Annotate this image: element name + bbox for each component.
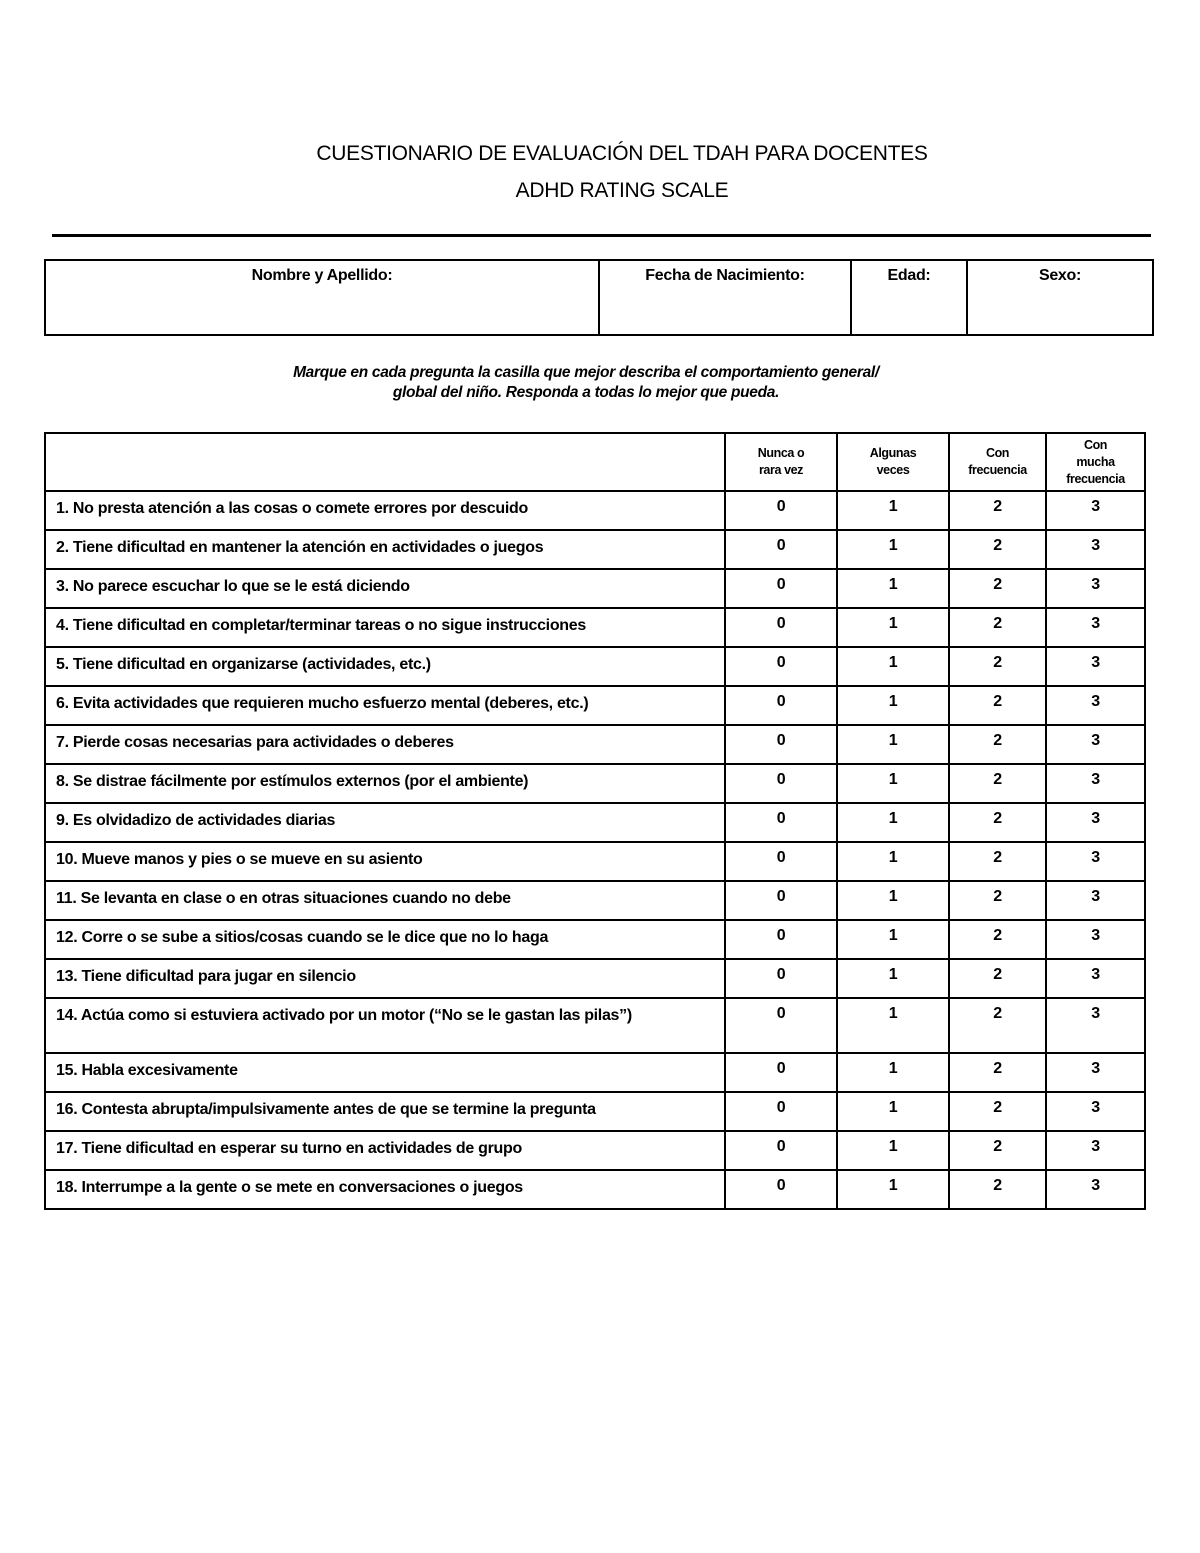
rating-option-3[interactable]: 3 — [1046, 920, 1145, 959]
rating-option-0[interactable]: 0 — [725, 1092, 837, 1131]
rating-option-3[interactable]: 3 — [1046, 1170, 1145, 1209]
rating-option-2[interactable]: 2 — [949, 491, 1046, 530]
table-row — [45, 881, 1145, 920]
rating-option-1[interactable]: 1 — [837, 647, 949, 686]
instructions-line-2: global del niño. Responda a todas lo mejor que pueda. — [392, 384, 780, 401]
rating-option-3[interactable]: 3 — [1046, 569, 1145, 608]
item-label: 5. Tiene dificultad en organizarse (actividades, etc.) — [56, 656, 431, 673]
rating-option-2[interactable]: 2 — [949, 530, 1046, 569]
item-label: 2. Tiene dificultad en mantener la atención en actividades o juegos — [56, 539, 544, 556]
rating-option-3[interactable]: 3 — [1046, 959, 1145, 998]
rating-option-0[interactable]: 0 — [725, 998, 837, 1053]
item-label: 3. No parece escuchar lo que se le está diciendo — [56, 578, 410, 595]
item-label: 9. Es olvidadizo de actividades diarias — [56, 812, 336, 829]
rating-option-3[interactable]: 3 — [1046, 725, 1145, 764]
rating-option-0[interactable]: 0 — [725, 1170, 837, 1209]
item-column-header — [45, 433, 725, 491]
name-field[interactable] — [45, 260, 599, 335]
table-row — [45, 959, 1145, 998]
header-line: mucha — [1076, 454, 1115, 469]
item-label: 13. Tiene dificultad para jugar en silencio — [56, 968, 356, 985]
item-text — [45, 1053, 725, 1092]
rating-option-2[interactable]: 2 — [949, 608, 1046, 647]
table-row — [45, 803, 1145, 842]
rating-option-1[interactable]: 1 — [837, 998, 949, 1053]
table-row — [45, 1131, 1145, 1170]
rating-header-row — [45, 433, 1145, 491]
item-text — [45, 608, 725, 647]
item-text — [45, 530, 725, 569]
header-line: Con — [985, 446, 1010, 460]
rating-option-2[interactable]: 2 — [949, 842, 1046, 881]
page-subtitle: ADHD RATING SCALE — [515, 179, 729, 202]
name-label: Nombre y Apellido: — [251, 267, 393, 284]
item-label: 7. Pierde cosas necesarias para actividades o deberes — [56, 734, 454, 751]
item-label: 11. Se levanta en clase o en otras situaciones cuando no debe — [56, 890, 511, 907]
item-text — [45, 569, 725, 608]
header-line: Algunas — [869, 446, 917, 460]
item-label: 14. Actúa como si estuviera activado por un motor (“No se le gastan las pilas”) — [56, 1007, 632, 1024]
rating-option-1[interactable]: 1 — [837, 686, 949, 725]
rating-option-2[interactable]: 2 — [949, 569, 1046, 608]
rating-option-2[interactable]: 2 — [949, 1053, 1046, 1092]
item-text — [45, 1092, 725, 1131]
table-row — [45, 530, 1145, 569]
title-divider — [52, 234, 1151, 237]
item-text — [45, 959, 725, 998]
table-row — [45, 764, 1145, 803]
table-row — [45, 1170, 1145, 1209]
rating-option-1[interactable]: 1 — [837, 764, 949, 803]
rating-option-3[interactable]: 3 — [1046, 1092, 1145, 1131]
table-row — [45, 998, 1145, 1053]
item-text — [45, 1170, 725, 1209]
table-row — [45, 1053, 1145, 1092]
rating-option-1[interactable]: 1 — [837, 1053, 949, 1092]
rating-option-0[interactable]: 0 — [725, 686, 837, 725]
item-text — [45, 842, 725, 881]
column-header-often — [949, 433, 1046, 491]
rating-option-1[interactable]: 1 — [837, 842, 949, 881]
header-line: veces — [876, 463, 910, 477]
age-label: Edad: — [887, 267, 931, 284]
item-text — [45, 998, 725, 1053]
rating-option-3[interactable]: 3 — [1046, 491, 1145, 530]
rating-option-2[interactable]: 2 — [949, 1131, 1046, 1170]
column-header-very-often — [1046, 433, 1145, 491]
rating-option-2[interactable]: 2 — [949, 881, 1046, 920]
rating-option-2[interactable]: 2 — [949, 647, 1046, 686]
rating-option-0[interactable]: 0 — [725, 530, 837, 569]
rating-option-0[interactable]: 0 — [725, 1053, 837, 1092]
rating-option-0[interactable]: 0 — [725, 569, 837, 608]
rating-option-0[interactable]: 0 — [725, 803, 837, 842]
rating-option-0[interactable]: 0 — [725, 920, 837, 959]
item-label: 18. Interrumpe a la gente o se mete en conversaciones o juegos — [56, 1179, 523, 1196]
rating-option-2[interactable]: 2 — [949, 803, 1046, 842]
rating-option-1[interactable]: 1 — [837, 569, 949, 608]
rating-option-2[interactable]: 2 — [949, 686, 1046, 725]
table-row — [45, 725, 1145, 764]
item-text — [45, 686, 725, 725]
item-text — [45, 725, 725, 764]
item-label: 4. Tiene dificultad en completar/terminar tareas o no sigue instrucciones — [56, 617, 586, 634]
item-text — [45, 491, 725, 530]
rating-option-0[interactable]: 0 — [725, 491, 837, 530]
rating-option-3[interactable]: 3 — [1046, 608, 1145, 647]
item-label: 17. Tiene dificultad en esperar su turno en actividades de grupo — [56, 1140, 522, 1157]
rating-option-3[interactable]: 3 — [1046, 998, 1145, 1053]
birthdate-label: Fecha de Nacimiento: — [645, 267, 805, 284]
table-row — [45, 569, 1145, 608]
item-label: 15. Habla excesivamente — [56, 1062, 238, 1079]
sex-label: Sexo: — [1038, 267, 1082, 284]
item-label: 10. Mueve manos y pies o se mueve en su asiento — [56, 851, 423, 868]
item-label: 8. Se distrae fácilmente por estímulos externos (por el ambiente) — [56, 773, 529, 790]
rating-option-1[interactable]: 1 — [837, 608, 949, 647]
rating-option-3[interactable]: 3 — [1046, 686, 1145, 725]
rating-option-2[interactable]: 2 — [949, 725, 1046, 764]
table-row — [45, 647, 1145, 686]
rating-option-1[interactable]: 1 — [837, 725, 949, 764]
rating-option-3[interactable]: 3 — [1046, 1131, 1145, 1170]
rating-option-0[interactable]: 0 — [725, 647, 837, 686]
rating-option-1[interactable]: 1 — [837, 920, 949, 959]
birthdate-field[interactable] — [599, 260, 851, 335]
student-info-table — [44, 259, 1154, 336]
item-text — [45, 920, 725, 959]
rating-option-0[interactable]: 0 — [725, 725, 837, 764]
item-text — [45, 881, 725, 920]
rating-option-3[interactable]: 3 — [1046, 803, 1145, 842]
rating-table — [44, 432, 1146, 1210]
rating-option-1[interactable]: 1 — [837, 1092, 949, 1131]
table-row — [45, 686, 1145, 725]
rating-option-1[interactable]: 1 — [837, 959, 949, 998]
rating-option-1[interactable]: 1 — [837, 1170, 949, 1209]
rating-option-3[interactable]: 3 — [1046, 1053, 1145, 1092]
table-row — [45, 920, 1145, 959]
rating-option-3[interactable]: 3 — [1046, 881, 1145, 920]
table-row — [45, 1092, 1145, 1131]
rating-option-1[interactable]: 1 — [837, 530, 949, 569]
rating-option-0[interactable]: 0 — [725, 764, 837, 803]
rating-option-0[interactable]: 0 — [725, 608, 837, 647]
age-field[interactable] — [851, 260, 967, 335]
rating-option-2[interactable]: 2 — [949, 998, 1046, 1053]
table-row — [45, 491, 1145, 530]
rating-option-3[interactable]: 3 — [1046, 647, 1145, 686]
header-line: Nunca o — [757, 446, 805, 460]
header-line: rara vez — [758, 463, 804, 477]
rating-option-2[interactable]: 2 — [949, 920, 1046, 959]
rating-option-1[interactable]: 1 — [837, 491, 949, 530]
item-label: 6. Evita actividades que requieren mucho esfuerzo mental (deberes, etc.) — [56, 695, 589, 712]
rating-option-3[interactable]: 3 — [1046, 842, 1145, 881]
item-label: 1. No presta atención a las cosas o comete errores por descuido — [56, 500, 528, 517]
item-text — [45, 764, 725, 803]
header-line: frecuencia — [1066, 471, 1125, 486]
rating-option-1[interactable]: 1 — [837, 803, 949, 842]
rating-option-2[interactable]: 2 — [949, 1092, 1046, 1131]
item-text — [45, 1131, 725, 1170]
rating-option-0[interactable]: 0 — [725, 842, 837, 881]
item-text — [45, 803, 725, 842]
table-row — [45, 842, 1145, 881]
column-header-sometimes — [837, 433, 949, 491]
rating-option-0[interactable]: 0 — [725, 959, 837, 998]
item-label: 12. Corre o se sube a sitios/cosas cuando se le dice que no lo haga — [56, 929, 549, 946]
rating-option-2[interactable]: 2 — [949, 1170, 1046, 1209]
rating-option-1[interactable]: 1 — [837, 881, 949, 920]
header-line: Con — [1083, 437, 1108, 452]
table-row — [45, 608, 1145, 647]
rating-option-1[interactable]: 1 — [837, 1131, 949, 1170]
item-label: 16. Contesta abrupta/impulsivamente antes de que se termine la pregunta — [56, 1101, 596, 1118]
page-title: CUESTIONARIO DE EVALUACIÓN DEL TDAH PARA DOCENTES — [316, 142, 928, 165]
rating-option-2[interactable]: 2 — [949, 959, 1046, 998]
rating-option-0[interactable]: 0 — [725, 881, 837, 920]
rating-option-0[interactable]: 0 — [725, 1131, 837, 1170]
column-header-never — [725, 433, 837, 491]
header-line: frecuencia — [968, 463, 1027, 477]
sex-field[interactable] — [967, 260, 1153, 335]
rating-option-3[interactable]: 3 — [1046, 530, 1145, 569]
instructions-line-1: Marque en cada pregunta la casilla que mejor describa el comportamiento general/ — [293, 364, 879, 381]
item-text — [45, 647, 725, 686]
rating-option-3[interactable]: 3 — [1046, 764, 1145, 803]
rating-option-2[interactable]: 2 — [949, 764, 1046, 803]
